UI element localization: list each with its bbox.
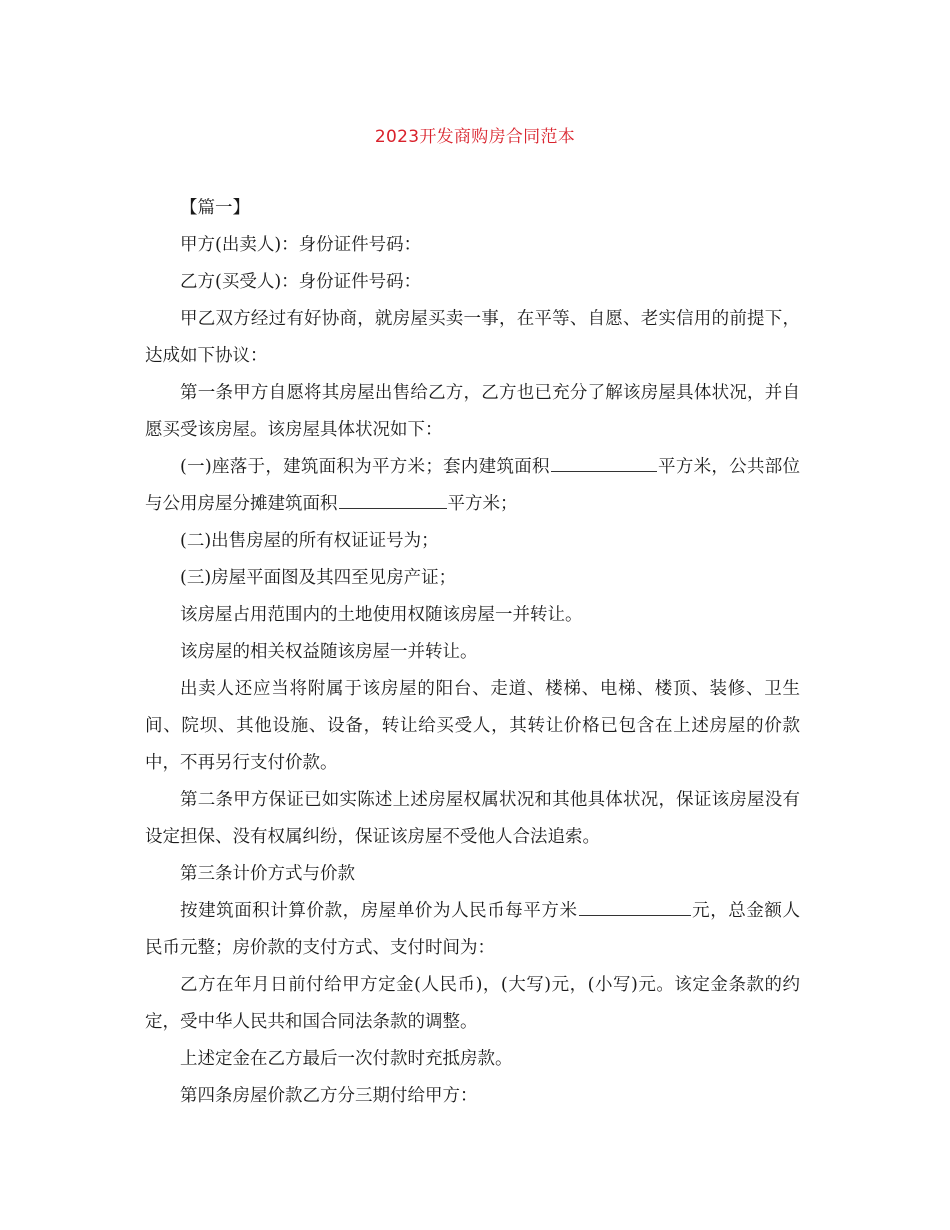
party-b-line: 乙方(买受人)：身份证件号码： [180, 272, 422, 292]
item-1-text-b: 平方米，公共部位与公用房屋分摊建筑面积 [145, 457, 801, 514]
section-heading: 【篇一】 [180, 198, 250, 218]
price-text-a: 按建筑面积计算价款，房屋单价为人民币每平方米 [180, 901, 578, 921]
article-1-paragraph: 第一条甲方自愿将其房屋出售给乙方，乙方也已充分了解该房屋具体状况，并自愿买受该房屋。该房屋具体状况如下： [145, 383, 800, 440]
shared-area-blank [339, 491, 447, 510]
intro-paragraph: 甲乙双方经过有好协商，就房屋买卖一事，在平等、自愿、老实信用的前提下，达成如下协议： [145, 309, 800, 366]
rights-paragraph: 该房屋的相关权益随该房屋一并转让。 [180, 642, 478, 662]
item-1-paragraph [145, 449, 800, 523]
land-use-paragraph: 该房屋占用范围内的土地使用权随该房屋一并转让。 [180, 605, 583, 625]
item-1-text-c: 平方米； [447, 494, 518, 514]
item-3-paragraph: (三)房屋平面图及其四至见房产证； [180, 568, 457, 588]
inner-area-blank [551, 454, 657, 473]
unit-price-blank [579, 898, 691, 917]
article-2-paragraph: 第二条甲方保证已如实陈述上述房屋权属状况和其他具体状况，保证该房屋没有设定担保、没有权属纠纷，保证该房屋不受他人合法追索。 [145, 790, 800, 847]
party-a-line: 甲方(出卖人)：身份证件号码： [180, 235, 422, 255]
item-2-paragraph: (二)出售房屋的所有权证证号为； [180, 531, 439, 551]
document-body [145, 190, 800, 1115]
deposit-offset-paragraph: 上述定金在乙方最后一次付款时充抵房款。 [180, 1049, 513, 1069]
article-4-paragraph: 第四条房屋价款乙方分三期付给甲方： [180, 1086, 478, 1106]
document-title: 2023开发商购房合同范本 [374, 127, 576, 147]
item-1-text-a: (一)座落于，建筑面积为平方米；套内建筑面积 [180, 457, 550, 477]
price-paragraph [145, 893, 800, 967]
attachments-paragraph: 出卖人还应当将附属于该房屋的阳台、走道、楼梯、电梯、楼顶、装修、卫生间、院坝、其他设施、设备，转让给买受人，其转让价格已包含在上述房屋的价款中，不再另行支付价款。 [145, 679, 800, 773]
deposit-paragraph: 乙方在年月日前付给甲方定金(人民币)，(大写)元，(小写)元。该定金条款的约定，受中华人民共和国合同法条款的调整。 [145, 975, 800, 1032]
article-3-heading: 第三条计价方式与价款 [180, 864, 355, 884]
price-text-b: 元，总金额人民币元整；房价款的支付方式、支付时间为： [145, 901, 801, 958]
